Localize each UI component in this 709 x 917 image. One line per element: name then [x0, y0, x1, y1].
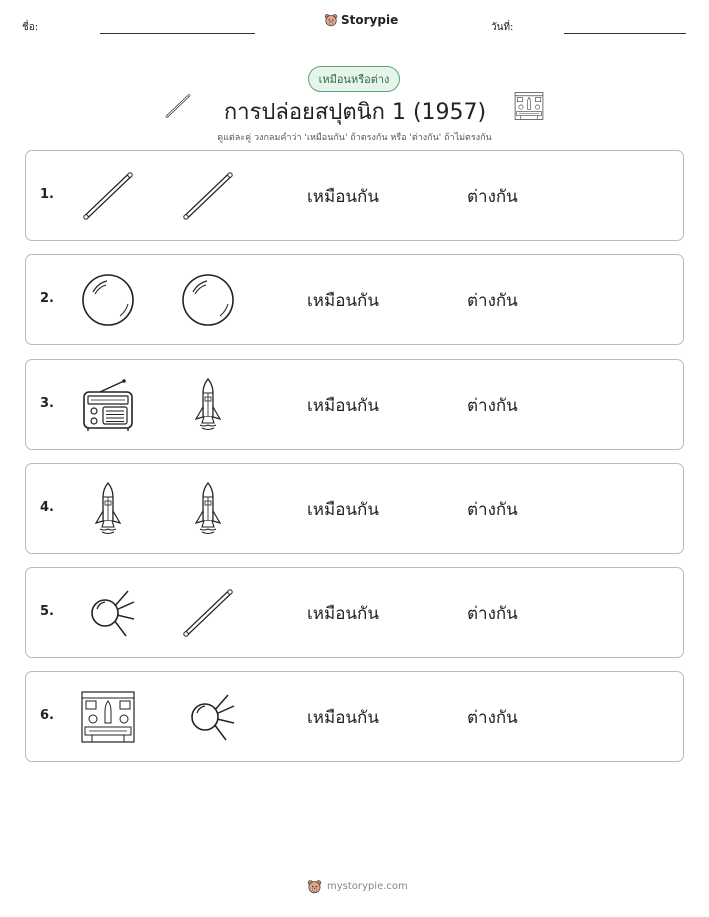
sphere-icon — [80, 272, 136, 328]
different-option[interactable]: ต่างกัน — [467, 396, 518, 416]
date-label: วันที่: — [491, 22, 514, 33]
different-option[interactable]: ต่างกัน — [467, 604, 518, 624]
same-option[interactable]: เหมือนกัน — [307, 396, 379, 416]
control-room-icon — [80, 689, 136, 745]
same-option[interactable]: เหมือนกัน — [307, 187, 379, 207]
same-option[interactable]: เหมือนกัน — [307, 500, 379, 520]
storypie-bear-icon — [324, 13, 338, 27]
name-line[interactable] — [100, 33, 255, 34]
different-option[interactable]: ต่างกัน — [467, 500, 518, 520]
brand-name: Storypie — [341, 13, 399, 27]
rocket-icon — [80, 481, 136, 537]
question-number: 4. — [40, 500, 54, 515]
question-row — [25, 254, 684, 345]
question-row — [25, 150, 684, 241]
rod-icon — [180, 168, 236, 224]
question-row — [25, 671, 684, 762]
sputnik-icon — [180, 689, 236, 745]
question-number: 6. — [40, 708, 54, 723]
title-rod-icon — [163, 92, 193, 120]
sphere-icon — [180, 272, 236, 328]
footer-url[interactable]: mystorypie.com — [327, 881, 408, 892]
page-title: การปล่อยสปุตนิก 1 (1957) — [223, 100, 487, 125]
question-row — [25, 359, 684, 450]
date-line[interactable] — [564, 33, 686, 34]
question-number: 2. — [40, 291, 54, 306]
rod-icon — [80, 168, 136, 224]
question-number: 5. — [40, 604, 54, 619]
question-number: 1. — [40, 187, 54, 202]
question-row — [25, 567, 684, 658]
same-option[interactable]: เหมือนกัน — [307, 708, 379, 728]
instructions: ดูแต่ละคู่ วงกลมคำว่า 'เหมือนกัน' ถ้าตรงกัน หรือ 'ต่างกัน' ถ้าไม่ตรงกัน — [217, 133, 492, 143]
name-label: ชื่อ: — [22, 22, 39, 33]
different-option[interactable]: ต่างกัน — [467, 187, 518, 207]
same-option[interactable]: เหมือนกัน — [307, 291, 379, 311]
same-option[interactable]: เหมือนกัน — [307, 604, 379, 624]
different-option[interactable]: ต่างกัน — [467, 708, 518, 728]
sputnik-icon — [80, 585, 136, 641]
different-option[interactable]: ต่างกัน — [467, 291, 518, 311]
question-number: 3. — [40, 396, 54, 411]
worksheet-type-badge: เหมือนหรือต่าง — [308, 66, 400, 92]
footer — [307, 879, 408, 894]
brand-logo — [324, 13, 398, 27]
radio-icon — [80, 377, 136, 433]
question-row — [25, 463, 684, 554]
rocket-icon — [180, 377, 236, 433]
storypie-bear-icon — [307, 879, 322, 894]
rocket-icon — [180, 481, 236, 537]
title-control-room-icon — [514, 91, 544, 121]
rod-icon — [180, 585, 236, 641]
